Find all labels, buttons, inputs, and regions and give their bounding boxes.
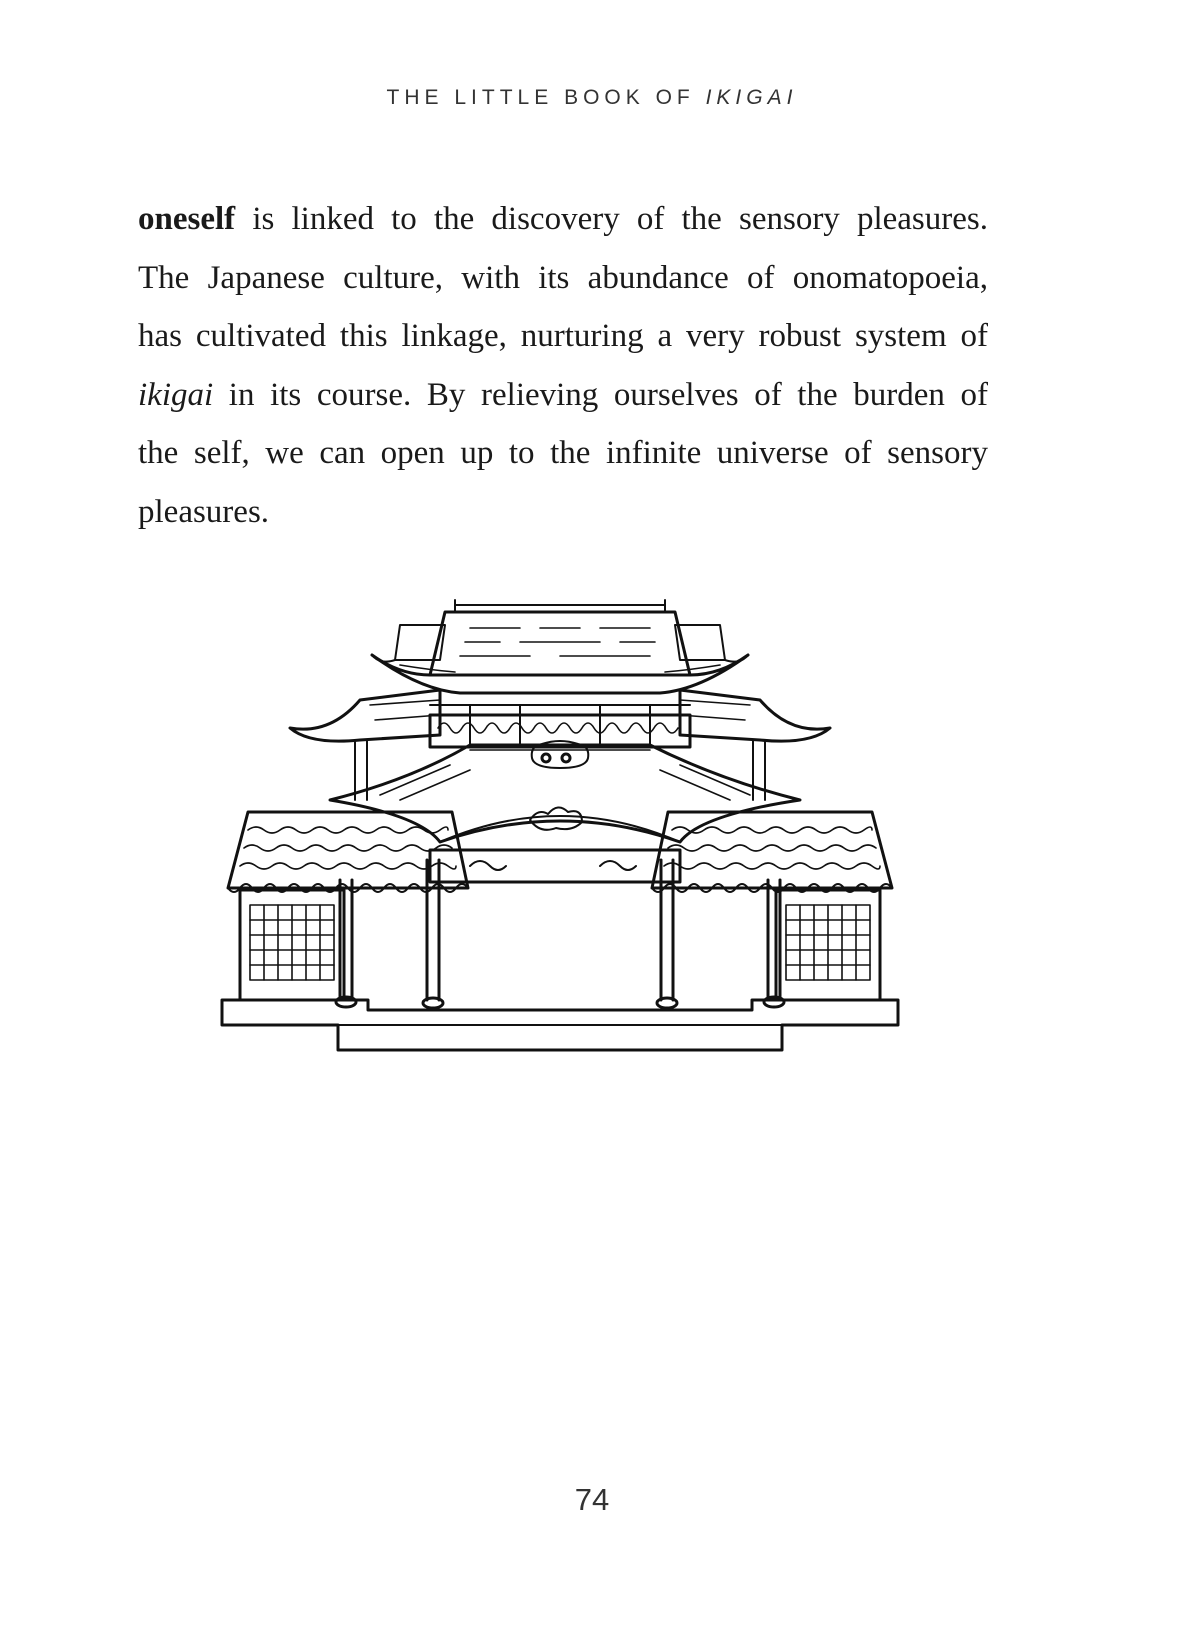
line-text: The Japanese culture, with its abundance of onomatopoeia, <box>138 259 988 296</box>
paragraph-line <box>138 249 988 308</box>
running-head-title: IKIGAI <box>705 86 798 109</box>
line-text: in its course. By relieving ourselves of the burden of <box>213 376 988 413</box>
page-number: 74 <box>574 1482 610 1517</box>
paragraph-line <box>138 366 988 425</box>
line-text: pleasures. <box>138 493 270 530</box>
line-text: the self, we can open up to the infinite universe of sensory <box>138 435 988 471</box>
running-head <box>0 86 1184 110</box>
body-paragraph <box>138 190 988 541</box>
running-head-prefix: THE LITTLE BOOK OF <box>386 86 706 109</box>
line-text: is linked to the discovery of the sensory pleasures. <box>235 201 988 237</box>
japanese-temple-gate-illustration <box>210 590 910 1070</box>
bold-term: oneself <box>138 201 236 237</box>
paragraph-line <box>138 483 988 542</box>
paragraph-line <box>138 307 988 366</box>
italic-term: ikigai <box>138 376 214 413</box>
paragraph-line <box>138 190 988 249</box>
line-text: has cultivated this linkage, nurturing a very robust system of <box>138 318 988 354</box>
paragraph-line <box>138 424 988 483</box>
